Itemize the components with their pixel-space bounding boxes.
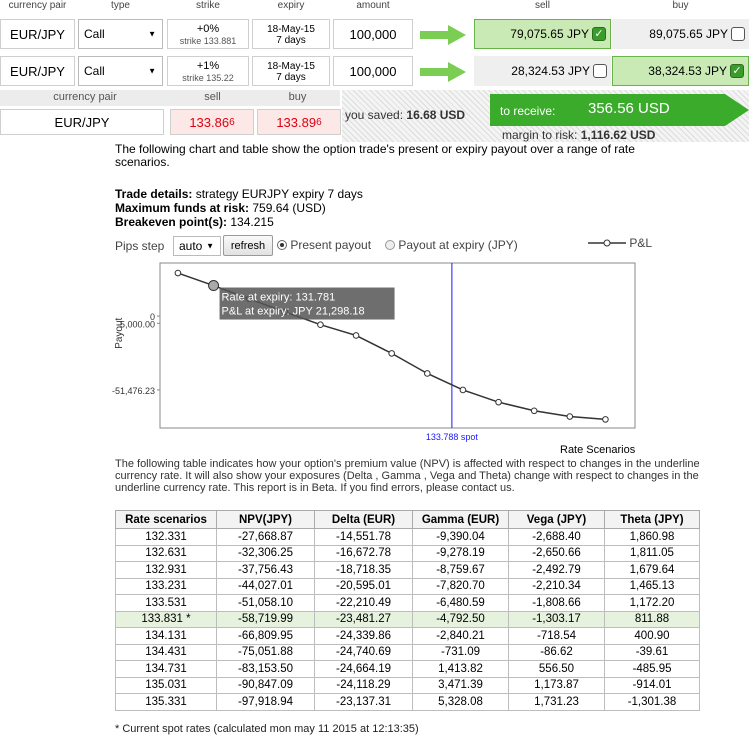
table-cell: 134.731 — [116, 661, 217, 678]
table-cell: -718.54 — [509, 628, 605, 645]
table-cell: 132.331 — [116, 529, 217, 546]
data-point — [460, 387, 466, 393]
tooltip-line2: P&L at expiry: JPY 21,298.18 — [221, 305, 365, 318]
spot-sell-small: 6 — [229, 116, 235, 128]
spot-header-sell: sell — [204, 91, 221, 103]
margin-to-risk — [502, 128, 655, 142]
table-row — [116, 628, 700, 645]
table-cell: -90,847.09 — [217, 677, 315, 694]
data-point — [567, 414, 573, 420]
spot-header-pair: currency pair — [53, 91, 117, 103]
row2-amount-input[interactable]: 100,000 — [333, 56, 413, 86]
table-cell: 3,471.39 — [413, 677, 509, 694]
table-cell: -2,840.21 — [413, 628, 509, 645]
expiry-payout-label: Payout at expiry (JPY) — [398, 238, 518, 252]
data-point — [175, 270, 181, 276]
row2-sell-value: 28,324.53 JPY — [511, 64, 590, 78]
data-point — [603, 417, 609, 423]
table-row — [116, 595, 700, 612]
table-cell: -8,759.67 — [413, 562, 509, 579]
table-cell: 133.231 — [116, 578, 217, 595]
table-cell: -4,792.50 — [413, 611, 509, 628]
row1-arrow-icon — [420, 25, 466, 45]
data-point — [389, 351, 395, 357]
table-cell: -2,650.66 — [509, 545, 605, 562]
row1-amount-input[interactable]: 100,000 — [333, 19, 413, 49]
table-cell: -24,664.19 — [315, 661, 413, 678]
header-sell: sell — [534, 0, 550, 11]
trade-details — [115, 187, 363, 201]
to-receive-label: to receive: — [500, 104, 556, 118]
column-header: Rate scenarios — [116, 511, 217, 529]
row1-strike-text: strike 133.881 — [179, 36, 237, 46]
spot-buy-main: 133.89 — [276, 114, 317, 130]
column-header: NPV(JPY) — [217, 511, 315, 529]
table-cell: 1,679.64 — [605, 562, 700, 579]
table-cell: -58,719.99 — [217, 611, 315, 628]
header-strike: strike — [196, 0, 220, 11]
data-point — [531, 408, 537, 414]
table-cell: -86.62 — [509, 644, 605, 661]
table-cell: 1,731.23 — [509, 694, 605, 711]
table-cell: -1,808.66 — [509, 595, 605, 612]
row2-buy-price[interactable] — [612, 56, 749, 86]
table-cell: 1,173.87 — [509, 677, 605, 694]
chevron-down-icon: ▼ — [148, 66, 156, 76]
row1-currency-pair: EUR/JPY — [0, 19, 75, 49]
table-cell: -14,551.78 — [315, 529, 413, 546]
max-funds-label: Maximum funds at risk: — [115, 201, 250, 215]
table-cell: -6,480.59 — [413, 595, 509, 612]
table-cell: -24,118.29 — [315, 677, 413, 694]
table-cell: 400.90 — [605, 628, 700, 645]
table-cell: -97,918.94 — [217, 694, 315, 711]
expiry-payout-option[interactable] — [385, 238, 518, 252]
table-cell: 133.831 * — [116, 611, 217, 628]
table-cell: -39.61 — [605, 644, 700, 661]
row1-type-value: Call — [84, 27, 105, 41]
data-point — [209, 281, 219, 291]
legend-label: P&L — [629, 236, 653, 250]
row2-currency-pair: EUR/JPY — [0, 56, 75, 86]
table-body — [116, 529, 700, 711]
column-header: Gamma (EUR) — [413, 511, 509, 529]
table-row — [116, 562, 700, 579]
row2-buy-value: 38,324.53 JPY — [648, 64, 727, 78]
table-cell: -24,339.86 — [315, 628, 413, 645]
legend-line-icon — [588, 238, 626, 248]
table-cell: -18,718.35 — [315, 562, 413, 579]
to-receive-value: 356.56 USD — [588, 100, 670, 117]
max-funds — [115, 201, 326, 215]
table-cell: -27,668.87 — [217, 529, 315, 546]
pips-step-select[interactable] — [173, 236, 221, 256]
spot-label: 133.788 spot — [425, 432, 478, 442]
table-cell: -23,481.27 — [315, 611, 413, 628]
intro-text: The following chart and table show the option trade's present or expiry payout over a range of rate scenarios. — [115, 142, 635, 169]
data-point — [353, 333, 359, 339]
table-cell: 135.331 — [116, 694, 217, 711]
margin-label: margin to risk: — [502, 128, 578, 142]
pips-step-value: auto — [179, 239, 203, 253]
y-axis-label: Payout — [114, 317, 125, 349]
table-cell: 811.88 — [605, 611, 700, 628]
table-cell: -75,051.88 — [217, 644, 315, 661]
radio-checked-icon[interactable] — [277, 240, 287, 250]
pips-step-label: Pips step — [115, 239, 165, 253]
table-cell: -44,027.01 — [217, 578, 315, 595]
table-cell: -2,210.34 — [509, 578, 605, 595]
table-cell: 1,413.82 — [413, 661, 509, 678]
header-amount: amount — [356, 0, 390, 11]
table-cell: 135.031 — [116, 677, 217, 694]
table-cell: -22,210.49 — [315, 595, 413, 612]
table-cell: 1,811.05 — [605, 545, 700, 562]
header-currency-pair: currency pair — [8, 0, 67, 11]
table-row — [116, 578, 700, 595]
row1-expiry-date: 18-May-15 — [267, 24, 315, 35]
tooltip-line1: Rate at expiry: 131.781 — [221, 291, 336, 304]
row1-strike[interactable] — [167, 19, 249, 49]
table-row — [116, 661, 700, 678]
column-header: Theta (JPY) — [605, 511, 700, 529]
table-cell: -1,301.38 — [605, 694, 700, 711]
payout-chart — [110, 258, 670, 458]
margin-value: 1,116.62 USD — [580, 128, 656, 142]
trade-details-label: Trade details: — [115, 187, 193, 201]
table-cell: -23,137.31 — [315, 694, 413, 711]
row2-expiry[interactable] — [252, 56, 330, 86]
spot-buy-small: 6 — [316, 116, 322, 128]
table-cell: -83,153.50 — [217, 661, 315, 678]
table-cell: -1,303.17 — [509, 611, 605, 628]
refresh-button[interactable]: refresh — [223, 235, 273, 256]
table-cell: -37,756.43 — [217, 562, 315, 579]
table-note: The following table indicates how your option's premium value (NPV) is affected with respect to changes in the underline currency rate. It will also show your exposures (Delta , Gamma , Vega and Theta) change with respect to changes in the underline currency rate. This report is in Beta. If you find errors, please contact us. — [115, 458, 700, 494]
spot-sell-main: 133.86 — [189, 114, 230, 130]
table-cell: 5,328.08 — [413, 694, 509, 711]
footnote: * Current spot rates (calculated mon may 11 2015 at 12:13:35) — [115, 723, 419, 735]
row1-type-select[interactable] — [78, 19, 163, 49]
y-tick-label: -5,000.00 — [116, 319, 155, 330]
column-header: Vega (JPY) — [509, 511, 605, 529]
rate-scenarios-label: Rate Scenarios — [560, 444, 636, 456]
chevron-down-icon: ▼ — [206, 241, 214, 251]
spot-sell-rate[interactable] — [170, 109, 254, 135]
table-row — [116, 694, 700, 711]
max-funds-value: 759.64 (USD) — [252, 201, 326, 215]
radio-icon[interactable] — [385, 240, 395, 250]
table-cell: -9,278.19 — [413, 545, 509, 562]
row1-expiry[interactable] — [252, 19, 330, 49]
row2-sell-price[interactable] — [474, 56, 611, 86]
table-cell: -9,390.04 — [413, 529, 509, 546]
table-cell: -731.09 — [413, 644, 509, 661]
table-row — [116, 677, 700, 694]
breakeven — [115, 215, 274, 229]
present-payout-option[interactable] — [277, 238, 371, 252]
row1-expiry-days: 7 days — [276, 35, 306, 46]
table-cell: -2,492.79 — [509, 562, 605, 579]
table-cell: -914.01 — [605, 677, 700, 694]
row2-expiry-date: 18-May-15 — [267, 61, 315, 72]
table-cell: 1,860.98 — [605, 529, 700, 546]
data-point — [496, 399, 502, 405]
column-header: Delta (EUR) — [315, 511, 413, 529]
table-row — [116, 545, 700, 562]
table-cell: 556.50 — [509, 661, 605, 678]
row2-strike[interactable] — [167, 56, 249, 86]
table-row — [116, 611, 700, 628]
table-cell: 1,172.20 — [605, 595, 700, 612]
row2-expiry-days: 7 days — [276, 72, 306, 83]
table-cell: -32,306.25 — [217, 545, 315, 562]
breakeven-value: 134.215 — [230, 215, 274, 229]
table-cell: 132.631 — [116, 545, 217, 562]
table-cell: 134.131 — [116, 628, 217, 645]
rate-scenarios-table — [115, 510, 700, 711]
table-cell: -485.95 — [605, 661, 700, 678]
table-cell: -7,820.70 — [413, 578, 509, 595]
spot-pair: EUR/JPY — [0, 109, 164, 135]
table-cell: -66,809.95 — [217, 628, 315, 645]
checkbox-checked-icon[interactable]: ✓ — [730, 64, 744, 78]
table-row — [116, 644, 700, 661]
table-cell: -2,688.40 — [509, 529, 605, 546]
table-cell: 1,465.13 — [605, 578, 700, 595]
table-row — [116, 529, 700, 546]
present-payout-label: Present payout — [290, 238, 372, 252]
row2-arrow-icon — [420, 62, 466, 82]
data-point — [318, 322, 324, 328]
table-cell: -51,058.10 — [217, 595, 315, 612]
checkbox-icon[interactable] — [593, 64, 607, 78]
row2-strike-text: strike 135.22 — [182, 73, 234, 83]
row1-sell-price[interactable] — [474, 19, 611, 49]
spot-buy-rate[interactable] — [257, 109, 341, 135]
table-cell: 134.431 — [116, 644, 217, 661]
you-saved-label: you saved: — [345, 108, 404, 122]
you-saved — [345, 108, 465, 122]
header-buy: buy — [672, 0, 689, 11]
table-cell: 133.531 — [116, 595, 217, 612]
row2-type-select[interactable] — [78, 56, 163, 86]
header-type: type — [111, 0, 130, 11]
row1-strike-pct: +0% — [196, 23, 220, 35]
header-expiry: expiry — [277, 0, 305, 11]
chart-legend — [588, 236, 652, 250]
trade-details-value: strategy EURJPY expiry 7 days — [195, 187, 363, 201]
table-header-row — [116, 511, 700, 529]
y-tick-label: 0 — [149, 312, 155, 323]
breakeven-label: Breakeven point(s): — [115, 215, 228, 229]
table-cell: 132.931 — [116, 562, 217, 579]
checkbox-icon[interactable] — [731, 27, 745, 41]
table-cell: -16,672.78 — [315, 545, 413, 562]
row1-buy-price[interactable] — [612, 19, 749, 49]
row2-strike-pct: +1% — [196, 60, 220, 72]
spot-header-bar — [0, 90, 340, 106]
checkbox-checked-icon[interactable]: ✓ — [592, 27, 606, 41]
data-point — [425, 371, 431, 377]
table-cell: -20,595.01 — [315, 578, 413, 595]
to-receive — [500, 102, 730, 120]
spot-header-buy: buy — [288, 91, 307, 103]
y-tick-label: -51,476.23 — [111, 385, 155, 396]
chevron-down-icon: ▼ — [148, 29, 156, 39]
row1-sell-value: 79,075.65 JPY — [510, 27, 589, 41]
row1-buy-value: 89,075.65 JPY — [649, 27, 728, 41]
row2-type-value: Call — [84, 64, 105, 78]
you-saved-value: 16.68 USD — [406, 108, 466, 122]
table-cell: -24,740.69 — [315, 644, 413, 661]
